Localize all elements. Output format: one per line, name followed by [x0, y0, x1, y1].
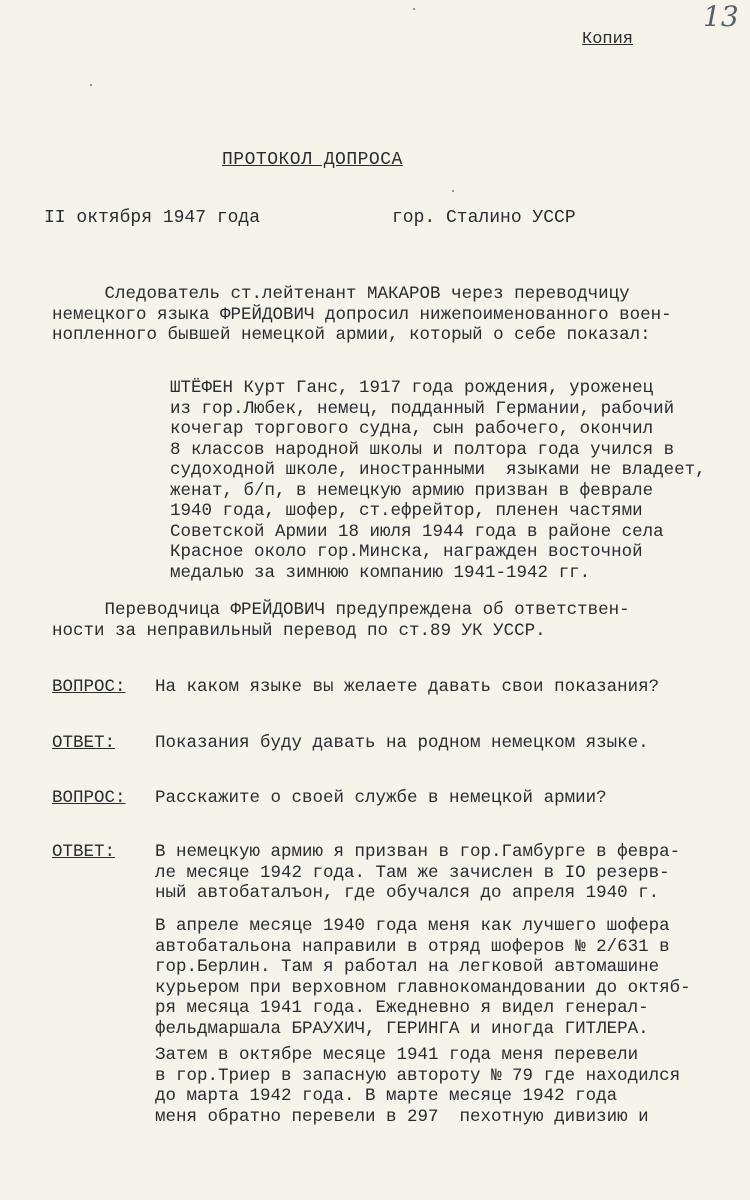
copy-mark: Копия — [582, 30, 634, 49]
qa-label-answer: ОТВЕТ: — [52, 842, 116, 862]
qa-label-question: ВОПРОС: — [52, 788, 126, 808]
page-number: 13 — [703, 0, 739, 33]
qa-text-question: На каком языке вы желаете давать свои показания? — [155, 677, 660, 697]
qa-label-answer: ОТВЕТ: — [52, 733, 116, 753]
qa-label-question: ВОПРОС: — [52, 677, 126, 697]
qa-text-answer: В немецкую армию я призван в гор.Гамбурге в февра- ле месяце 1942 года. Там же зачислен в IO резерв- ный автобаталъон, где обучался до апреля 1940 г. — [155, 842, 681, 903]
qa-text-answer: Показания буду давать на родном немецком языке. — [155, 733, 649, 753]
document-date: II октября 1947 года — [44, 208, 261, 228]
intro-paragraph: Следователь ст.лейтенант МАКАРОВ через переводчицу немецкого языка ФРЕЙДОВИЧ допросил нижепоименованного воен- нопленного бывшей немецкой армии, который о себе показал: — [52, 284, 672, 345]
paper-speck — [90, 84, 92, 86]
interpreter-warning: Переводчица ФРЕЙДОВИЧ предупреждена об ответствен- ности за неправильный перевод по ст.89 УК УССР. — [52, 600, 630, 641]
answer-paragraph: В апреле месяце 1940 года меня как лучшего шофера автобатальона направили в отряд шоферов № 2/631 в гор.Берлин. Там я работал на легковой автомашине курьером при верховном главнокомандовании до октяб- ря месяца 1941 года. Ежедневно я видел генерал- фельдмаршала БРАУХИЧ, ГЕРИНГА и иногда ГИТЛЕРА. — [155, 916, 691, 1039]
prisoner-biography: ШТЁФЕН Курт Ганс, 1917 года рождения, уроженец из гор.Любек, немец, подданный Германии, рабочий кочегар торгового судна, сын рабочего, окончил 8 классов народной школы и полтора года учился в судоходной школе, иностранными языками не владеет, женат, б/п, в немецкую армию призван в феврале 1940 года, шофер, ст.ефрейтор, пленен частями Советской Армии 18 июля 1944 года в районе села Красное около гор.Минска, награжден восточной медалью за зимнюю компанию 1941-1942 гг. — [170, 378, 706, 583]
paper-speck — [452, 190, 454, 192]
document-title: ПРОТОКОЛ ДОПРОСА — [222, 150, 403, 170]
paper-speck — [413, 8, 415, 10]
answer-paragraph: Затем в октябре месяце 1941 года меня перевели в гор.Триер в запасную автороту № 79 где находился до марта 1942 года. В марте месяце 1942 года меня обратно перевели в 297 пехотную дивизию и — [155, 1045, 681, 1127]
qa-text-question: Расскажите о своей службе в немецкой армии? — [155, 788, 607, 808]
document-place: гор. Сталино УССР — [392, 208, 576, 228]
